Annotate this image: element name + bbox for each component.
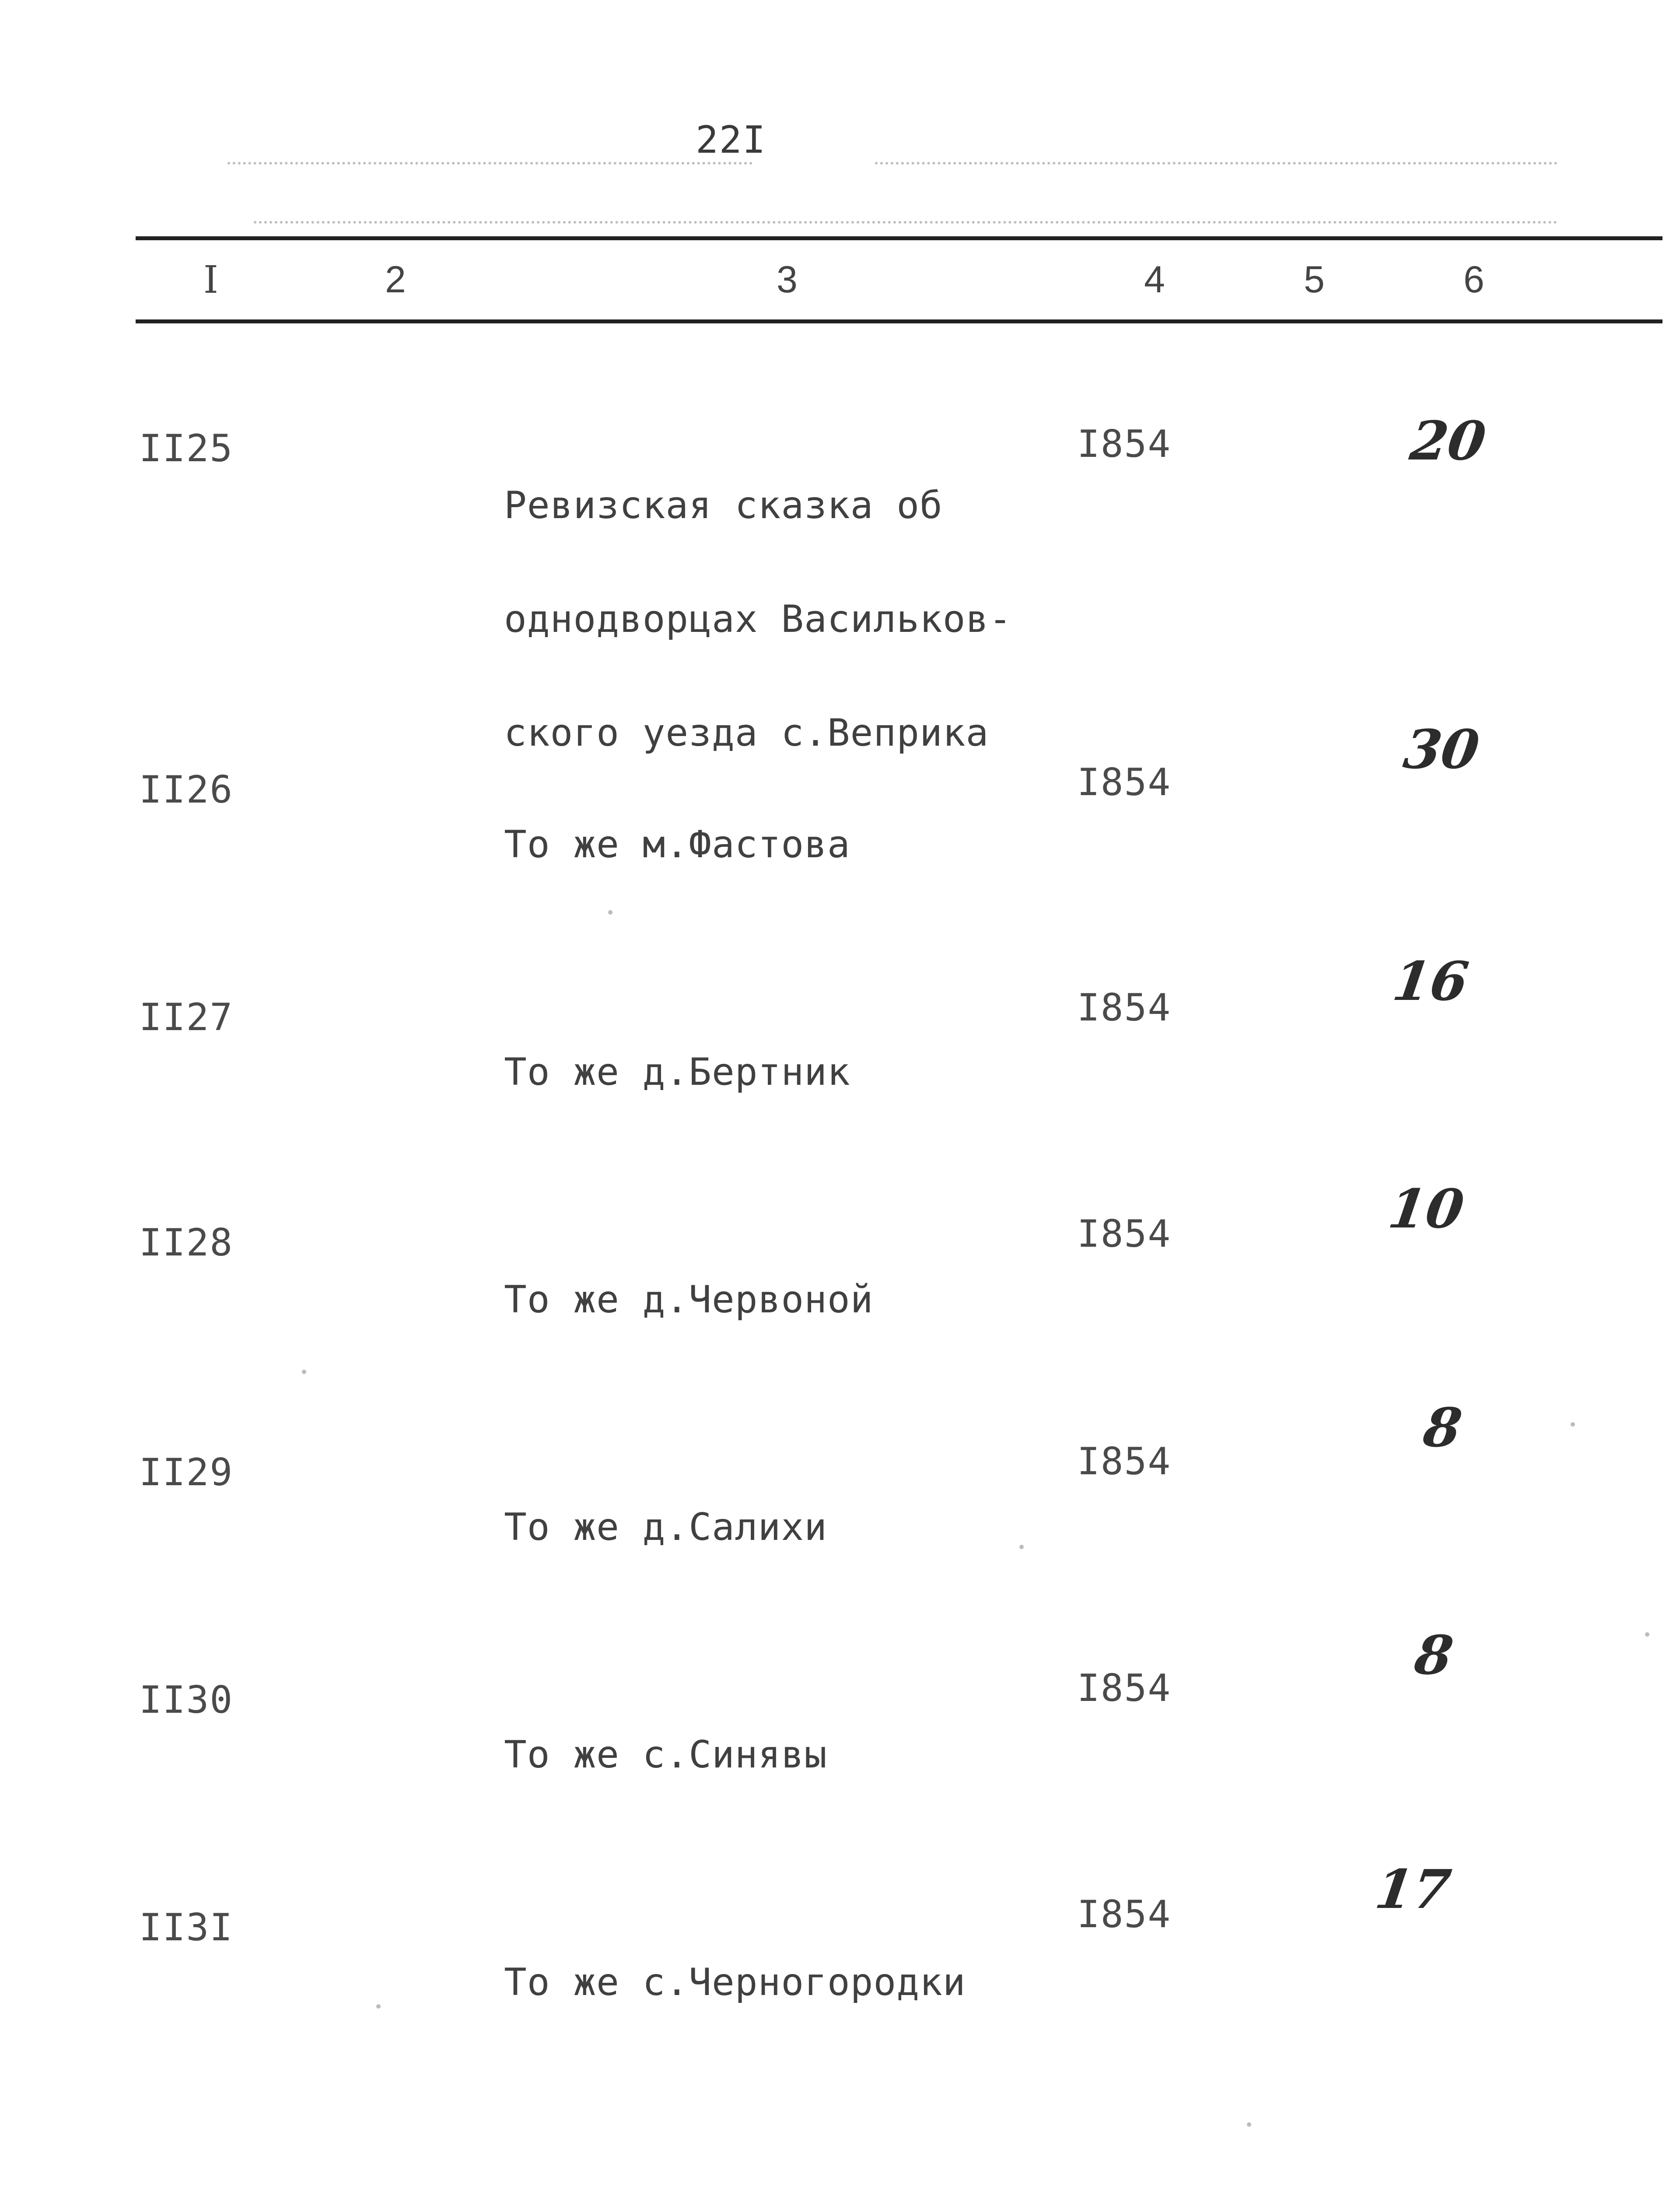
- scan-speck: [376, 2004, 381, 2009]
- column-header-6: 6: [1463, 259, 1484, 301]
- row-title-line: То же д.Червоной: [504, 1278, 874, 1322]
- column-header-3: 3: [777, 259, 798, 301]
- row-title: [504, 1442, 1073, 1613]
- row-page-count: 30: [1400, 718, 1483, 781]
- row-number: II29: [139, 1451, 234, 1494]
- column-header-1: I: [203, 258, 218, 302]
- scan-speck: [1019, 1545, 1024, 1549]
- row-page-count: 20: [1406, 409, 1490, 472]
- row-title: [504, 759, 1073, 930]
- table-header-bottom-rule: [136, 319, 1662, 323]
- row-title: [504, 1897, 1073, 2068]
- row-year: I854: [1077, 986, 1172, 1030]
- row-number: II26: [139, 768, 234, 812]
- faint-dotted-line: [228, 162, 752, 165]
- faint-dotted-line: [875, 162, 1558, 165]
- row-number: II3I: [139, 1906, 234, 1950]
- row-title-line: однодворцах Васильков-: [504, 597, 1012, 641]
- row-page-count: 16: [1389, 950, 1472, 1013]
- column-header-5: 5: [1304, 259, 1325, 301]
- scan-speck: [302, 1370, 306, 1374]
- row-title-line: То же с.Черногородки: [504, 1960, 966, 2004]
- row-title: [504, 420, 1073, 818]
- row-page-count: 17: [1371, 1858, 1455, 1921]
- faint-dotted-line: [254, 221, 1558, 224]
- row-year: I854: [1077, 1440, 1172, 1483]
- scan-speck: [1247, 2122, 1251, 2127]
- row-number: II27: [139, 996, 234, 1039]
- row-title: [504, 987, 1073, 1157]
- table-top-rule: [136, 236, 1662, 240]
- page-number: 22I: [696, 118, 766, 162]
- row-title-line: То же д.Салихи: [504, 1505, 827, 1549]
- row-year: I854: [1077, 1212, 1172, 1256]
- scan-speck: [1571, 1422, 1575, 1427]
- row-year: I854: [1077, 1893, 1172, 1936]
- row-number: II25: [139, 427, 234, 470]
- row-year: I854: [1077, 761, 1172, 804]
- row-number: II28: [139, 1221, 234, 1265]
- row-page-count: 8: [1410, 1623, 1457, 1687]
- scan-speck: [1645, 1632, 1649, 1637]
- row-title: [504, 1214, 1073, 1385]
- column-header-2: 2: [385, 259, 406, 301]
- row-title-line: То же с.Синявы: [504, 1733, 827, 1777]
- row-page-count: 8: [1419, 1396, 1466, 1459]
- row-page-count: 10: [1384, 1177, 1468, 1240]
- row-title-line: Ревизская сказка об: [504, 484, 943, 527]
- scan-speck: [608, 910, 612, 915]
- column-header-4: 4: [1144, 259, 1165, 301]
- row-title: [504, 1669, 1073, 1840]
- row-year: I854: [1077, 422, 1172, 466]
- row-year: I854: [1077, 1666, 1172, 1710]
- row-title-line: ского уезда с.Веприка: [504, 711, 989, 755]
- row-number: II30: [139, 1678, 234, 1722]
- row-title-line: То же д.Бертник: [504, 1050, 850, 1094]
- row-title-line: То же м.Фастова: [504, 823, 850, 866]
